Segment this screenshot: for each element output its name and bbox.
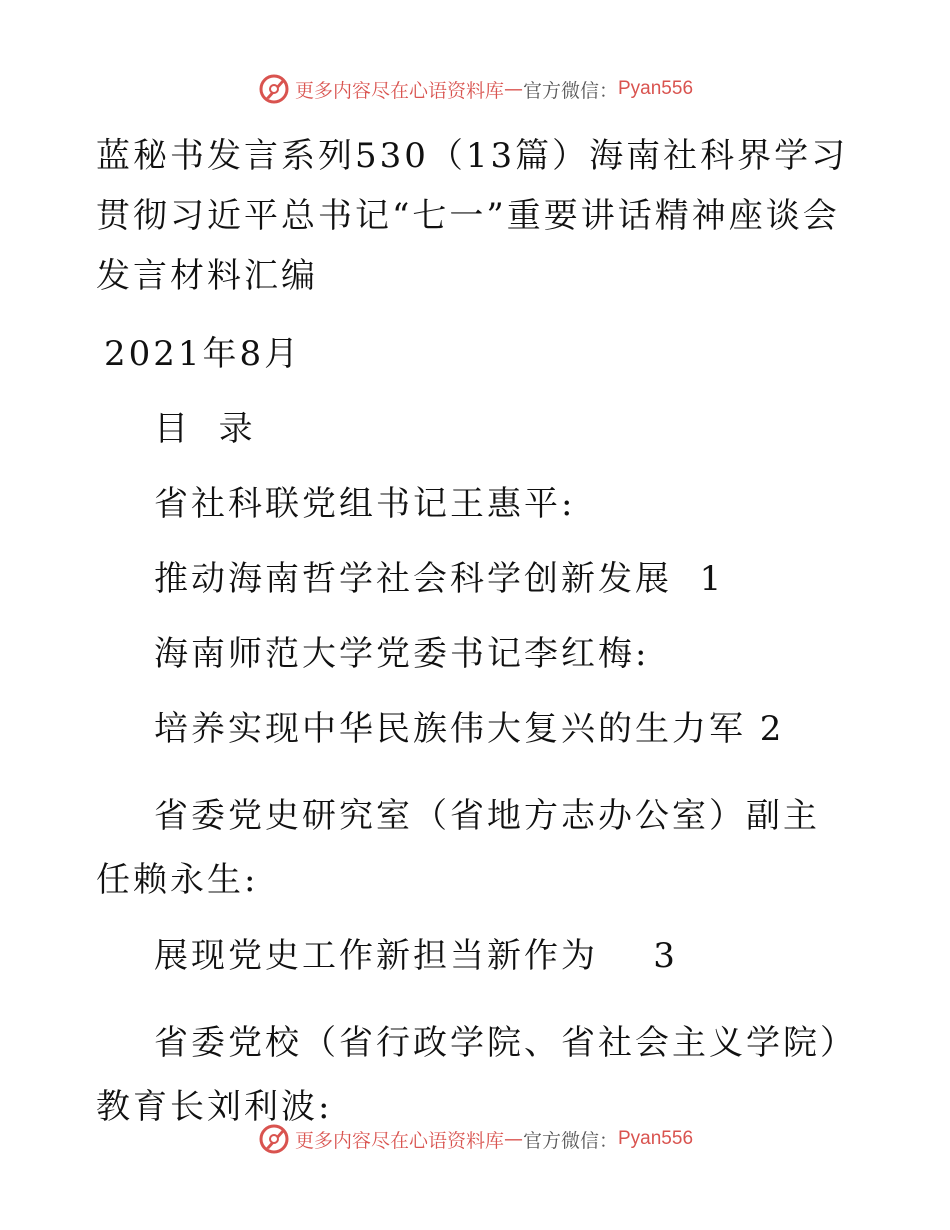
document-body [96, 118, 856, 1139]
watermark-banner-bottom [0, 1122, 950, 1156]
watermark-separator: — [503, 1128, 523, 1150]
quill-logo-icon [257, 72, 291, 106]
wechat-label: 官方微信： [522, 1129, 618, 1152]
quill-logo-icon [257, 1122, 291, 1156]
toc-topic: 展现党史工作新担当新作为 3 [154, 936, 678, 976]
toc-topic: 推动海南哲学社会科学创新发展 1 [154, 559, 725, 599]
document-title: 蓝秘书发言系列530（13篇）海南社科界学习贯彻习近平总书记“七一”重要讲话精神座谈会发言材料汇编 [96, 136, 849, 296]
toc-heading: 目 录 [154, 409, 256, 449]
toc-speaker: 海南师范大学党委书记李红梅: [154, 634, 650, 674]
watermark-text: 更多内容尽在心语资料库 [294, 1129, 504, 1152]
toc-speaker: 省委党校（省行政学院、省社会主义学院）教育长刘利波: [96, 1023, 840, 1127]
wechat-id: Pyan556 [618, 1128, 694, 1149]
toc-speaker: 省社科联党组书记王惠平: [154, 484, 576, 524]
document-date: 2021年8月 [104, 334, 302, 374]
wechat-id: Pyan556 [618, 78, 694, 99]
toc-speaker: 省委党史研究室（省地方志办公室）副主任赖永生: [96, 796, 820, 900]
toc-topic: 培养实现中华民族伟大复兴的生力军 2 [154, 709, 785, 749]
watermark-separator: — [503, 78, 523, 100]
wechat-label: 官方微信： [522, 79, 618, 102]
watermark-banner-top [0, 72, 950, 106]
watermark-text: 更多内容尽在心语资料库 [294, 79, 504, 102]
